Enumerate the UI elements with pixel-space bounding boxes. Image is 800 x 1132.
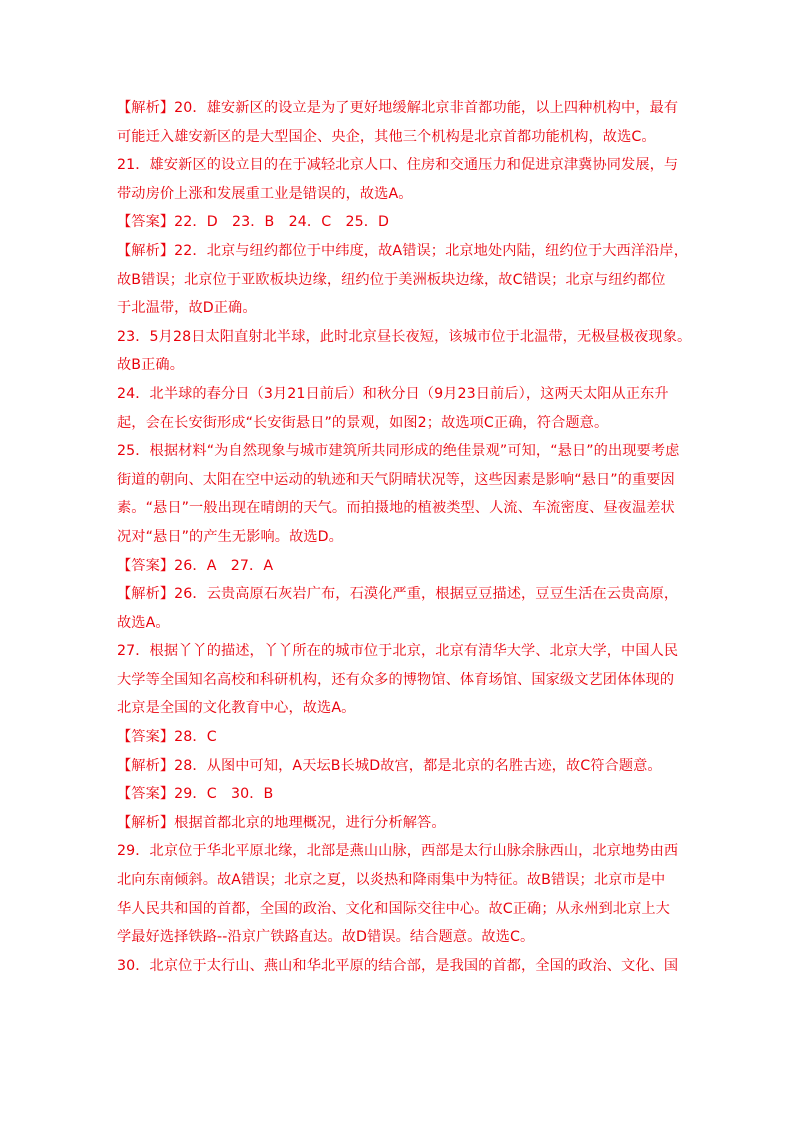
answer-line: 【答案】28．C [117,729,217,746]
text-line: 29．北京位于华北平原北缘，北部是燕山山脉，西部是太行山脉余脉西山，北京地势由西 [117,843,679,860]
text-line: 21．雄安新区的设立目的在于减轻北京人口、住房和交通压力和促进京津冀协同发展，与 [117,157,679,174]
text-line: 【解析】根据首都北京的地理概况，进行分析解答。 [117,814,446,831]
text-line: 故选A。 [117,614,170,631]
text-line: 【解析】26．云贵高原石灰岩广布，石漠化严重，根据豆豆描述，豆豆生活在云贵高原， [117,586,679,603]
answer-line: 【答案】26．A 27．A [117,557,274,574]
text-line: 27．根据丫丫的描述，丫丫所在的城市位于北京，北京有清华大学、北京大学，中国人民 [117,643,679,660]
answer-line: 【答案】29．C 30．B [117,786,274,803]
text-line: 华人民共和国的首都，全国的政治、文化和国际交往中心。故C正确；从永州到北京上大 [117,900,670,917]
text-line: 【解析】28．从图中可知，A天坛B长城D故宫，都是北京的名胜古迹，故C符合题意。 [117,757,662,774]
text-line: 30．北京位于太行山、燕山和华北平原的结合部，是我国的首都，全国的政治、文化、国 [117,957,679,974]
text-line: 于北温带，故D正确。 [117,300,257,317]
text-line: 街道的朝向、太阳在空中运动的轨迹和天气阴晴状况等，这些因素是影响“悬日”的重要因 [117,471,675,488]
text-line: 【解析】20．雄安新区的设立是为了更好地缓解北京非首都功能，以上四种机构中，最有 [117,100,679,116]
text-line: 25．根据材料“为自然现象与城市建筑所共同形成的绝佳景观”可知，“悬日”的出现要考虑 [117,443,680,460]
text-line: 可能迁入雄安新区的是大型国企、央企，其他三个机构是北京首都功能机构，故选C。 [117,128,656,145]
answer-explanation-text [117,94,692,980]
text-line: 【解析】22．北京与纽约都位于中纬度，故A错误；北京地处内陆，纽约位于大西洋沿岸， [117,242,688,259]
text-line: 带动房价上涨和发展重工业是错误的，故选A。 [117,185,413,202]
text-line: 故B错误；北京位于亚欧板块边缘，纽约位于美洲板块边缘，故C错误；北京与纽约都位 [117,271,666,288]
text-line: 起，会在长安街形成“长安街悬日”的景观，如图2；故选项C正确，符合题意。 [117,414,609,431]
text-line: 况对“悬日”的产生无影响。故选D。 [117,528,343,545]
text-line: 故B正确。 [117,357,184,374]
text-line: 素。“悬日”一般出现在晴朗的天气。而拍摄地的植被类型、人流、车流密度、昼夜温差状 [117,500,675,517]
text-line: 学最好选择铁路--沿京广铁路直达。故D错误。结合题意。故选C。 [117,929,535,946]
text-line: 北京是全国的文化教育中心，故选A。 [117,700,356,717]
text-line: 24．北半球的春分日（3月21日前后）和秋分日（9月23日前后），这两天太阳从正东升 [117,385,669,402]
text-line: 大学等全国知名高校和科研机构，还有众多的博物馆、体育场馆、国家级文艺团体体现的 [117,671,675,688]
text-line: 23．5月28日太阳直射北半球，此时北京昼长夜短，该城市位于北温带，无极昼极夜现象。 [117,328,692,345]
text-line: 北向东南倾斜。故A错误；北京之夏，以炎热和降雨集中为特征。故B错误；北京市是中 [117,872,666,889]
answer-line: 【答案】22．D 23．B 24．C 25．D [117,214,390,231]
